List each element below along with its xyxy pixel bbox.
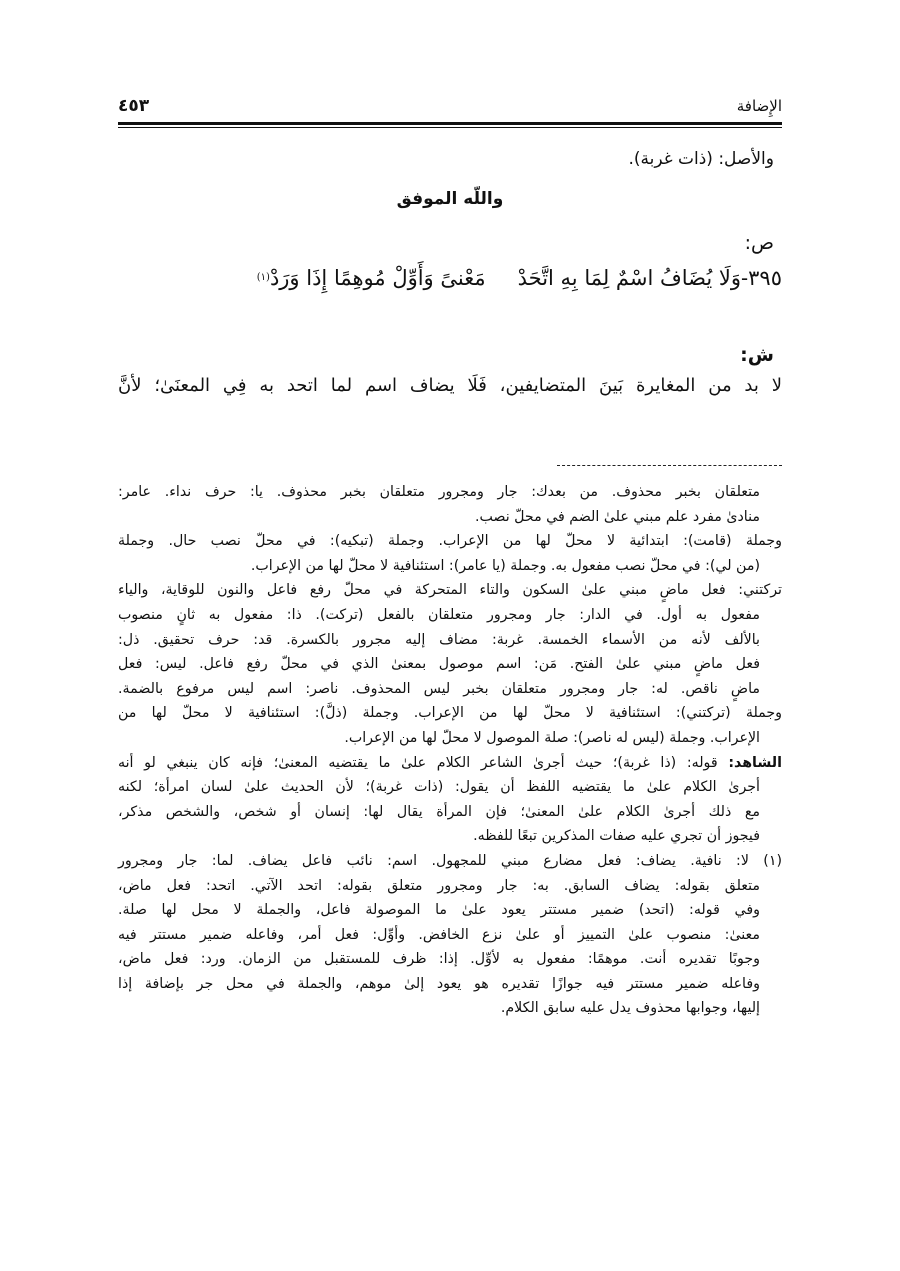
- footnote-line: (من لي): في محلّ نصب مفعول به. وجملة (يا عامر): استئنافية لا محلّ لها من الإعراب.: [250, 557, 760, 574]
- footnote-1: [118, 849, 782, 1021]
- page-number: ٤٥٣: [118, 96, 150, 116]
- footnote-line: (١) لا: نافية. يضاف: فعل مضارع مبني للمجهول. اسم: نائب فاعل يضاف. لما: جار ومجرور: [118, 852, 783, 869]
- footnote-line: أجرىٰ الكلام علىٰ ما يقتضيه اللفظ أن يقول: (ذات غربة)؛ لأن الحديث علىٰ لسان امرأة؛ لكنه: [118, 779, 760, 796]
- book-page: [118, 0, 782, 1271]
- closing-phrase: واللّه الموفق: [396, 189, 504, 209]
- footnote-line: منادىٰ مفرد علم مبني علىٰ الضم في محلّ نصب.: [474, 508, 760, 525]
- footnote-block: [118, 701, 782, 750]
- footnote-line: إليها، وجوابها محذوف يدل عليه سابق الكلام.: [500, 1000, 760, 1017]
- footnote-line: فعل ماضٍ مبني علىٰ الفتح. مَن: اسم موصول بمعنىٰ الذي في محلّ رفع فاعل. ليس: فعل: [118, 656, 760, 673]
- footnote-line: وفي قوله: (اتحد) ضمير مستتر يعود علىٰ ما الموصولة فاعل، والجملة لا محل لها صلة.: [118, 902, 760, 919]
- footnote-block: [118, 578, 782, 701]
- asl-line: والأصل: (ذات غربة).: [628, 149, 774, 169]
- text-label-sad: ص:: [744, 232, 774, 254]
- footnote-reference[interactable]: (١): [256, 272, 270, 283]
- footnote-line: بالألف لأنه من الأسماء الخمسة. غربة: مضاف إليه مجرور بالكسرة. قد: حرف تحقيق. ذل:: [118, 631, 760, 648]
- footnote-line: متعلقان بخبر محذوف. من بعدك: جار ومجرور متعلقان بخبر محذوف. يا: حرف نداء. عامر:: [118, 484, 760, 500]
- header-rule: [118, 122, 782, 129]
- footnotes: [118, 480, 782, 1021]
- footnote-line: الإعراب. وجملة (ليس له ناصر): صلة الموصول لا محلّ لها من الإعراب.: [344, 729, 760, 746]
- footnote-line: مع ذلك أجرىٰ الكلام علىٰ المعنىٰ؛ فإن المرأة يقال لها: إنسان أو شخص، والشخص مذكر،: [118, 803, 760, 820]
- footnote-line: وجملة (قامت): ابتدائية لا محلّ لها من الإعراب. وجملة (تبكيه): في محلّ نصب حال. وجملة: [118, 533, 782, 550]
- footnote-line: معنىٰ: منصوب علىٰ التمييز أو علىٰ نزع الخافض. وأوِّل: فعل أمر، وفاعله ضمير مستتر فيه: [118, 926, 760, 943]
- footnote-line: متعلق بقوله: يضاف السابق. به: جار ومجرور متعلق بقوله: اتحد الآتي. اتحد: فعل ماض،: [118, 877, 760, 894]
- running-header: [118, 88, 782, 116]
- footnote-line: الشاهد: قوله: (ذا غربة)؛ حيث أجرىٰ الشاعر الكلام علىٰ ما يقتضيه المعنىٰ؛ فإنه كان ينبغي لو أنه: [118, 754, 782, 771]
- footnote-line: ماضٍ ناقص. له: جار ومجرور متعلقان بخبر ليس المحذوف. ناصر: اسم ليس مرفوع بالضمة.: [118, 680, 760, 697]
- chapter-title: الإِضافة: [736, 97, 782, 115]
- shahid-label: الشاهد:: [728, 754, 782, 771]
- verse-hemistich-2: مَعْنىً وَأَوِّلْ مُوهِمًا إِذَا وَرَدْ: [269, 266, 486, 290]
- footnote-line: وجوبًا تقديره أنت. موهمًا: مفعول به لأوِّل. إذا: ظرف للمستقبل من الزمان. ورد: فعل ماض،: [118, 951, 760, 968]
- verse-hemistich-1: وَلَا يُضَافُ اسْمٌ لِمَا بِهِ اتَّحَدْ: [517, 266, 742, 290]
- footnote-line: تركتني: فعل ماضٍ مبني علىٰ السكون والتاء المتحركة في محلّ رفع فاعل والنون للوقاية، والياء: [118, 582, 782, 599]
- footnote-line: مفعول به أول. في الدار: جار ومجرور متعلقان بالفعل (تركت). ذا: مفعول به ثانٍ منصوب: [118, 606, 760, 623]
- text-label-shin: ش:: [740, 344, 774, 366]
- footnote-block: [118, 480, 782, 529]
- footnote-line: وفاعله ضمير مستتر فيه جوازًا تقديره هو يعود إلىٰ موهم، والجملة في محل جر بإضافة إذا: [118, 975, 760, 992]
- footnote-line: فيجوز أن تجري عليه صفات المذكرين تبعًا للفظه.: [473, 828, 760, 845]
- footnote-block: [118, 529, 782, 578]
- footnote-number: (١): [763, 852, 783, 869]
- commentary-line: لا بد من المغايرة بَينَ المتضايفين، فَلَا يضاف اسم لما اتحد به فِي المعنَىٰ؛ لأنَّ: [118, 375, 782, 396]
- footnote-separator: [557, 465, 782, 466]
- footnote-line: وجملة (تركتني): استئنافية لا محلّ لها من الإعراب. وجملة (ذلَّ): استئنافية لا محلّ لها من: [118, 705, 782, 722]
- verse-number: ٣٩٥-: [741, 266, 782, 290]
- footnote-block-shahid: [118, 751, 782, 849]
- verse-395: [118, 258, 782, 298]
